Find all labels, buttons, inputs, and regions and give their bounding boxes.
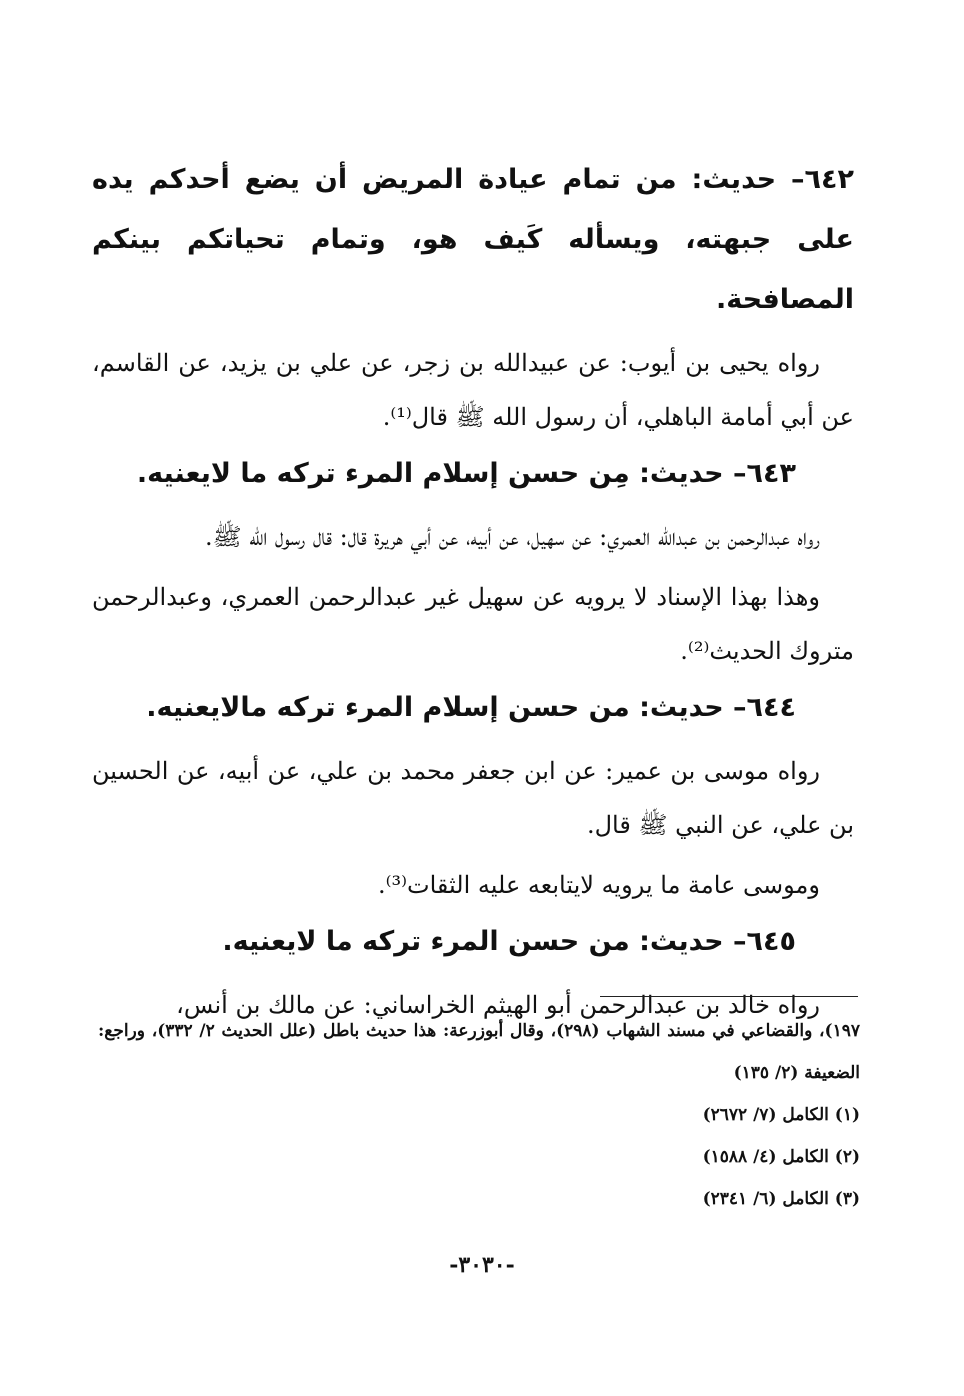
narration-paragraph: رواه خالد بن عبدالرحمن أبو الهيثم الخراساني: عن مالك بن أنس، <box>176 991 820 1019</box>
hadith-heading: ٦٤٥– حديث: من حسن المرء تركه ما لايعنيه. <box>222 926 796 957</box>
narration-paragraph: رواه عبدالرحمن بن عبدالله العمري: عن سهيل، عن أبيه، عن أبي هريرة قال: قال رسول الله ﷺ. <box>205 523 820 551</box>
footnote-2: (٢) الكامل (٤/ ١٥٨٨) <box>702 1147 860 1167</box>
footnotes <box>98 1010 860 1220</box>
footnote-divider <box>600 996 858 997</box>
commentary-paragraph: وموسى عامة ما يرويه لايتابعه عليه الثقات⁽³⁾. <box>377 871 820 899</box>
hadith-heading: ٦٤٤– حديث: من حسن إسلام المرء تركه مالايعنيه. <box>146 692 796 723</box>
hadith-entry-643 <box>92 444 854 678</box>
hadith-entry-642 <box>92 150 854 444</box>
main-text <box>92 150 854 1032</box>
footnote-continuation: ١٩٧)، والقضاعي في مسند الشهاب (٢٩٨)، وقال أبوزرعة: هذا حديث باطل (علل الحديث ٢/ ٣٣٢)، وراجع: الضعيفة (٢/ ١٣٥) <box>98 1021 860 1083</box>
hadith-heading: ٦٤٣– حديث: مِن حسن إسلام المرء تركه ما لايعنيه. <box>136 458 796 489</box>
commentary-paragraph: وهذا بهذا الإسناد لا يرويه عن سهيل غير عبدالرحمن العمري، وعبدالرحمن متروك الحديث⁽²⁾. <box>92 583 854 665</box>
page-number: -٣٠٣٠- <box>449 1252 515 1278</box>
footnote-1: (١) الكامل (٧/ ٢٦٧٢) <box>702 1105 860 1125</box>
footnote-3: (٣) الكامل (٦/ ٢٣٤١) <box>702 1189 860 1209</box>
narration-paragraph: رواه يحيى بن أيوب: عن عبيدالله بن زجر، عن علي بن يزيد، عن القاسم، عن أبي أمامة الباهلي، أن رسول الله ﷺ قال⁽¹⁾. <box>92 349 854 431</box>
hadith-entry-644 <box>92 678 854 912</box>
narration-paragraph: رواه موسى بن عمير: عن ابن جعفر محمد بن علي، عن أبيه، عن الحسين بن علي، عن النبي ﷺ قال. <box>92 757 854 839</box>
hadith-heading: ٦٤٢– حديث: من تمام عيادة المريض أن يضع أحدكم يده على جبهته، ويسأله كَيف هو، وتمام تحياتكم بينكم المصافحة. <box>92 164 854 315</box>
